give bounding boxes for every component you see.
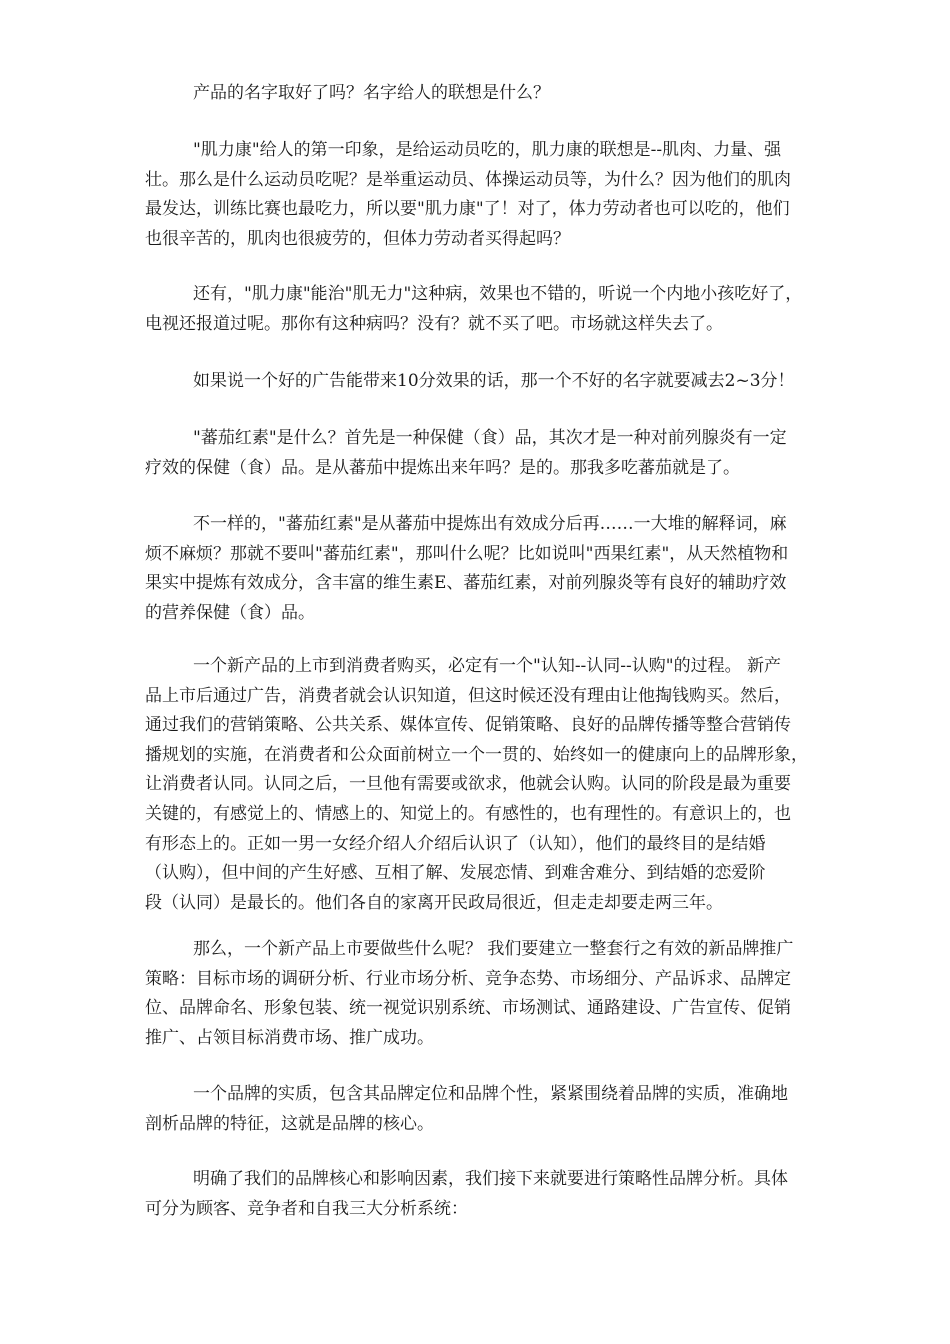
paragraph-line: 最发达，训练比赛也最吃力，所以要"肌力康"了！对了，体力劳动者也可以吃的，他们 [145,199,790,220]
paragraph-line: 品上市后通过广告，消费者就会认识知道，但这时候还没有理由让他掏钱购买。然后， [145,685,791,706]
paragraph-line: 如果说一个好的广告能带来10分效果的话，那一个不好的名字就要减去2~3分！ [193,371,795,391]
paragraph-line: 壮。那么是什么运动员吃呢？是举重运动员、体操运动员等，为什么？因为他们的肌肉 [145,169,791,190]
paragraph-1 [145,79,885,109]
paragraph-9 [145,1080,885,1139]
paragraph-line: 一个品牌的实质，包含其品牌定位和品牌个性，紧紧围绕着品牌的实质，准确地 [193,1084,788,1104]
paragraph-line: 也很辛苦的，肌肉也很疲劳的，但体力劳动者买得起吗？ [145,228,570,249]
paragraph-line: 播规划的实施，在消费者和公众面前树立一个一贯的、始终如一的健康向上的品牌形象， [145,744,808,765]
paragraph-line: 关键的，有感觉上的、情感上的、知觉上的。有感性的，也有理性的。有意识上的，也 [145,803,791,824]
paragraph-line: "蕃茄红素"是什么？首先是一种保健（食）品，其次才是一种对前列腺炎有一定 [193,428,787,448]
paragraph-line: 电视还报道过呢。那你有这种病吗？没有？就不买了吧。市场就这样失去了。 [145,313,723,334]
paragraph-line: 疗效的保健（食）品。是从蕃茄中提炼出来年吗？是的。那我多吃蕃茄就是了。 [145,457,740,478]
paragraph-line: 策略：目标市场的调研分析、行业市场分析、竞争态势、市场细分、产品诉求、品牌定 [145,968,791,989]
paragraph-8 [145,935,885,1053]
paragraph-6 [145,510,885,628]
paragraph-line: 明确了我们的品牌核心和影响因素，我们接下来就要进行策略性品牌分析。具体 [193,1169,788,1189]
paragraph-10 [145,1165,885,1224]
paragraph-3 [145,280,885,339]
paragraph-line: 一个新产品的上市到消费者购买，必定有一个"认知--认同--认购"的过程。 新产 [193,656,782,676]
paragraph-4 [145,367,885,397]
paragraph-line: 那么，一个新产品上市要做些什么呢？ 我们要建立一整套行之有效的新品牌推广 [193,939,794,959]
paragraph-line: 还有，"肌力康"能治"肌无力"这种病，效果也不错的，听说一个内地小孩吃好了， [193,284,803,304]
paragraph-line: 可分为顾客、竞争者和自我三大分析系统： [145,1198,468,1219]
paragraph-line: 通过我们的营销策略、公共关系、媒体宣传、促销策略、良好的品牌传播等整合营销传 [145,715,791,736]
paragraph-line: 果实中提炼有效成分，含丰富的维生素E、蕃茄红素，对前列腺炎等有良好的辅助疗效 [145,573,787,594]
paragraph-line: （认购），但中间的产生好感、互相了解、发展恋情、到难舍难分、到结婚的恋爱阶 [145,863,766,884]
paragraph-line: 剖析品牌的特征，这就是品牌的核心。 [145,1113,434,1134]
paragraph-line: 段（认同）是最长的。他们各自的家离开民政局很近，但走走却要走两三年。 [145,892,723,913]
paragraph-2 [145,136,885,254]
paragraph-line: 位、品牌命名、形象包装、统一视觉识别系统、市场测试、通路建设、广告宣传、促销 [145,998,791,1019]
paragraph-line: 烦不麻烦？那就不要叫"蕃茄红素"，那叫什么呢？比如说叫"西果红素"，从天然植物和 [145,543,789,564]
paragraph-line: 推广、占领目标消费市场、推广成功。 [145,1027,434,1048]
paragraph-line: 不一样的，"蕃茄红素"是从蕃茄中提炼出有效成分后再……一大堆的解释词，麻 [193,514,787,534]
paragraph-line: "肌力康"给人的第一印象，是给运动员吃的，肌力康的联想是--肌肉、力量、强 [193,140,782,160]
paragraph-5 [145,424,885,483]
paragraph-line: 让消费者认同。认同之后，一旦他有需要或欲求，他就会认购。认同的阶段是最为重要 [145,774,791,795]
paragraph-line: 产品的名字取好了吗？名字给人的联想是什么？ [193,83,550,103]
paragraph-7 [145,652,885,918]
paragraph-line: 有形态上的。正如一男一女经介绍人介绍后认识了（认知），他们的最终目的是结婚 [145,833,766,854]
paragraph-line: 的营养保健（食）品。 [145,602,315,623]
